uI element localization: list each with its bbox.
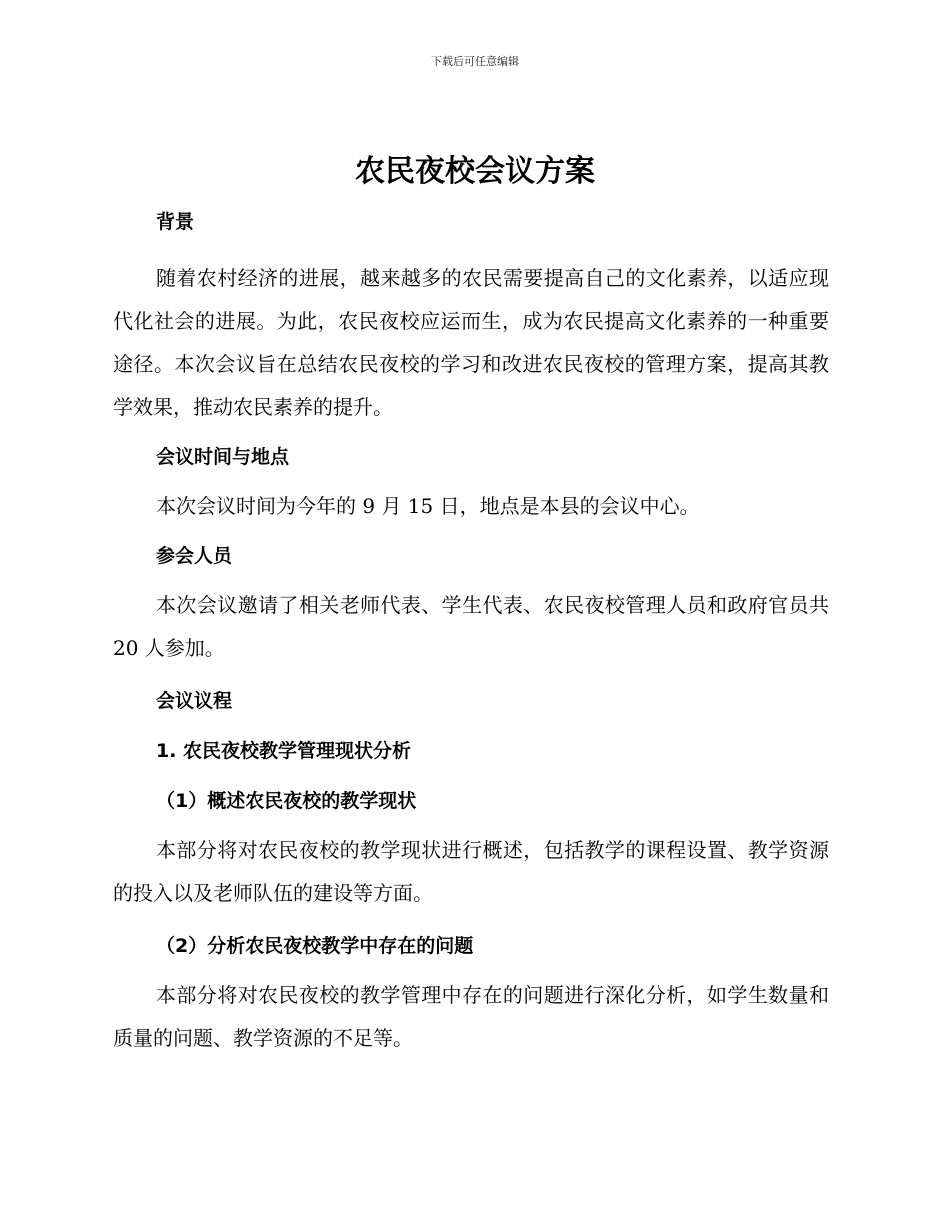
agenda-subitem-heading-2: （2）分析农民夜校教学中存在的问题: [156, 935, 474, 957]
paragraph-attendees: 本次会议邀请了相关老师代表、学生代表、农民夜校管理人员和政府官员共 20 人参加。: [113, 593, 829, 660]
document-body: [113, 203, 829, 1060]
section-heading-time-place: 会议时间与地点: [156, 446, 290, 468]
document-title: 农民夜校会议方案: [355, 154, 595, 189]
paragraph-time-place: 本次会议时间为今年的 9 月 15 日，地点是本县的会议中心。: [156, 494, 700, 518]
page-header-note: 下载后可任意编辑: [431, 55, 519, 68]
paragraph-agenda-subitem-1: 本部分将对农民夜校的教学现状进行概述，包括教学的课程设置、教学资源的投入以及老师队伍的建设等方面。: [113, 838, 829, 905]
section-heading-background: 背景: [156, 211, 195, 233]
paragraph-background: 随着农村经济的进展，越来越多的农民需要提高自己的文化素养，以适应现代化社会的进展。为此，农民夜校应运而生，成为农民提高文化素养的一种重要途径。本次会议旨在总结农民夜校的学习和改进农民夜校的管理方案，提高其教学效果，推动农民素养的提升。: [113, 266, 829, 419]
agenda-subitem-heading-1: （1）概述农民夜校的教学现状: [156, 790, 417, 812]
section-heading-agenda: 会议议程: [156, 690, 233, 712]
paragraph-agenda-subitem-2: 本部分将对农民夜校的教学管理中存在的问题进行深化分析，如学生数量和质量的问题、教学资源的不足等。: [113, 983, 829, 1050]
section-heading-attendees: 参会人员: [156, 545, 233, 567]
agenda-item-heading-1: 1. 农民夜校教学管理现状分析: [156, 740, 412, 762]
